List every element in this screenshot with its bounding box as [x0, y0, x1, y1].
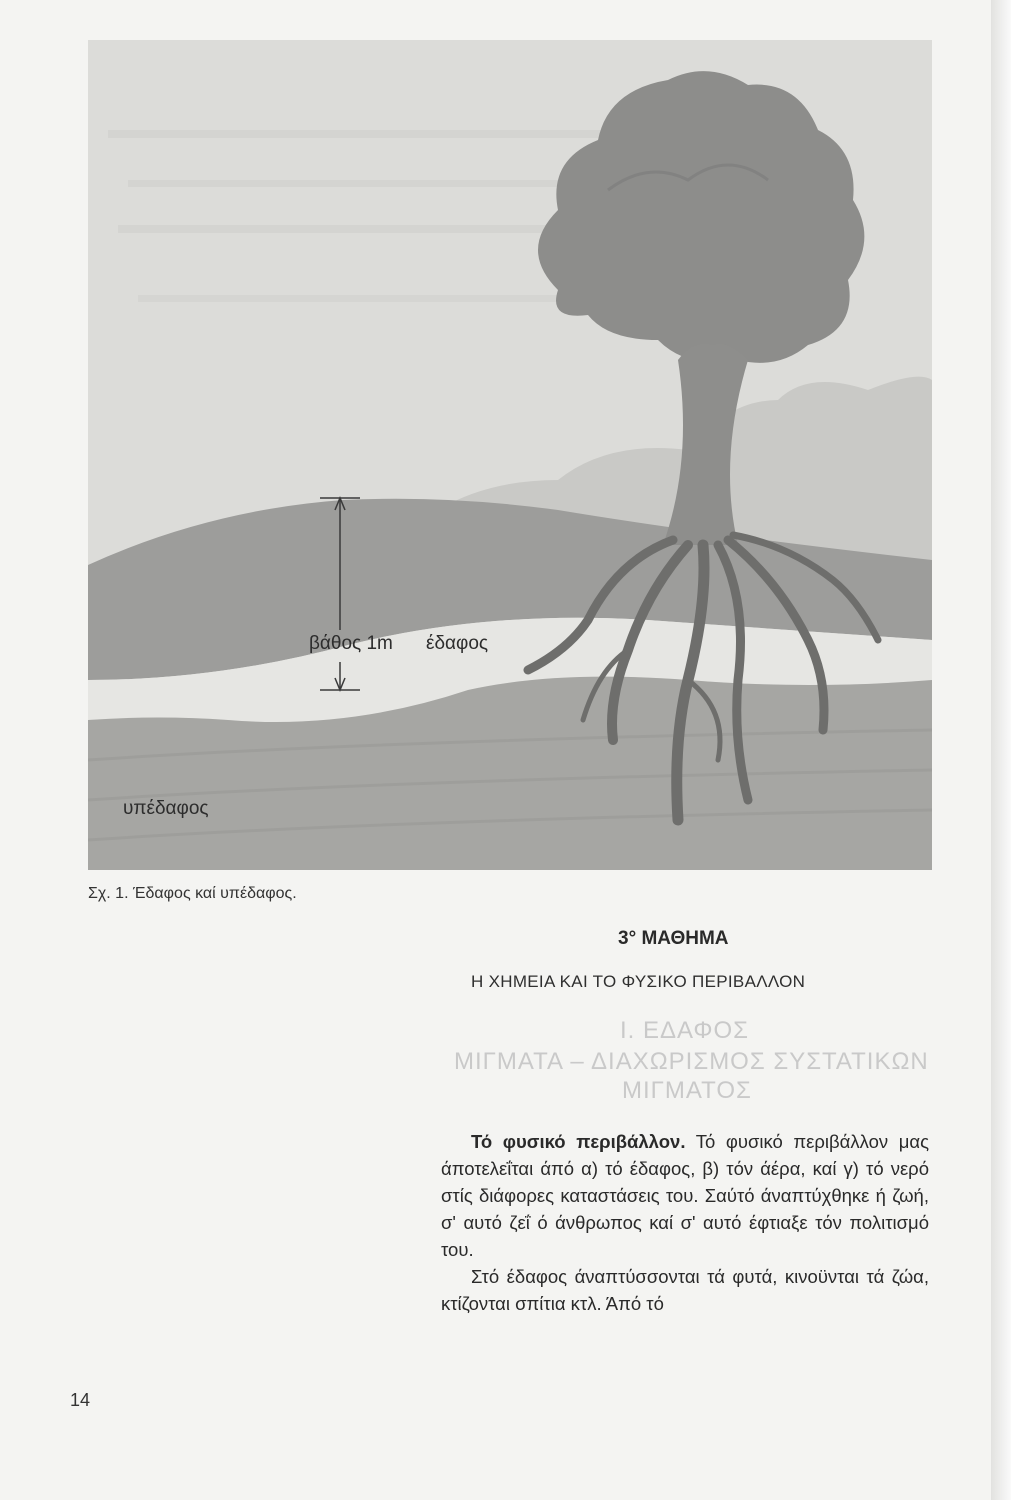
- section-heading-mixture: ΜΙΓΜΑΤΟΣ: [622, 1077, 752, 1104]
- soil-illustration: [88, 40, 932, 870]
- lesson-subtitle: Η ΧΗΜΕΙΑ ΚΑΙ ΤΟ ΦΥΣΙΚΟ ΠΕΡΙΒΑΛΛΟΝ: [471, 972, 806, 991]
- figure-caption: Σχ. 1. Έδαφος καί υπέδαφος.: [88, 885, 297, 902]
- section-heading-mixtures: ΜΙΓΜΑΤΑ – ΔΙΑΧΩΡΙΣΜΟΣ ΣΥΣΤΑΤΙΚΩΝ: [454, 1048, 929, 1075]
- page-number: 14: [70, 1390, 91, 1410]
- soil-label: έδαφος: [426, 633, 489, 654]
- paragraph-environment: [441, 1128, 929, 1263]
- subsoil-label: υπέδαφος: [123, 798, 209, 819]
- depth-label: βάθος 1m: [309, 633, 393, 654]
- paragraph-text: Τό φυσικό περιβάλλον μας άποτελεΐται άπό α) τό έδαφος, β) τόν άέρα, καί γ) τό νερό στίς διάφορες καταστάσεις του. Σαύτό άναπτύχθηκε ή ζωή, σ' αυτό ζεΐ ό άνθρωπος καί σ' αυτό έφτιαξε τόν πολιτισμό του.: [441, 1131, 929, 1260]
- page-edge-shadow: [991, 0, 1011, 1500]
- lesson-title: 3° ΜΑΘΗΜΑ: [618, 928, 729, 949]
- body-text: [441, 1128, 929, 1317]
- section-heading-soil: Ι. ΕΔΑΦΟΣ: [620, 1017, 750, 1044]
- paragraph-lead: Τό φυσικό περιβάλλον.: [471, 1131, 686, 1152]
- paragraph-soil: Στό έδαφος άναπτύσσονται τά φυτά, κινοϋνται τά ζώα, κτίζονται σπίτια κτλ. Άπό τό: [441, 1266, 929, 1314]
